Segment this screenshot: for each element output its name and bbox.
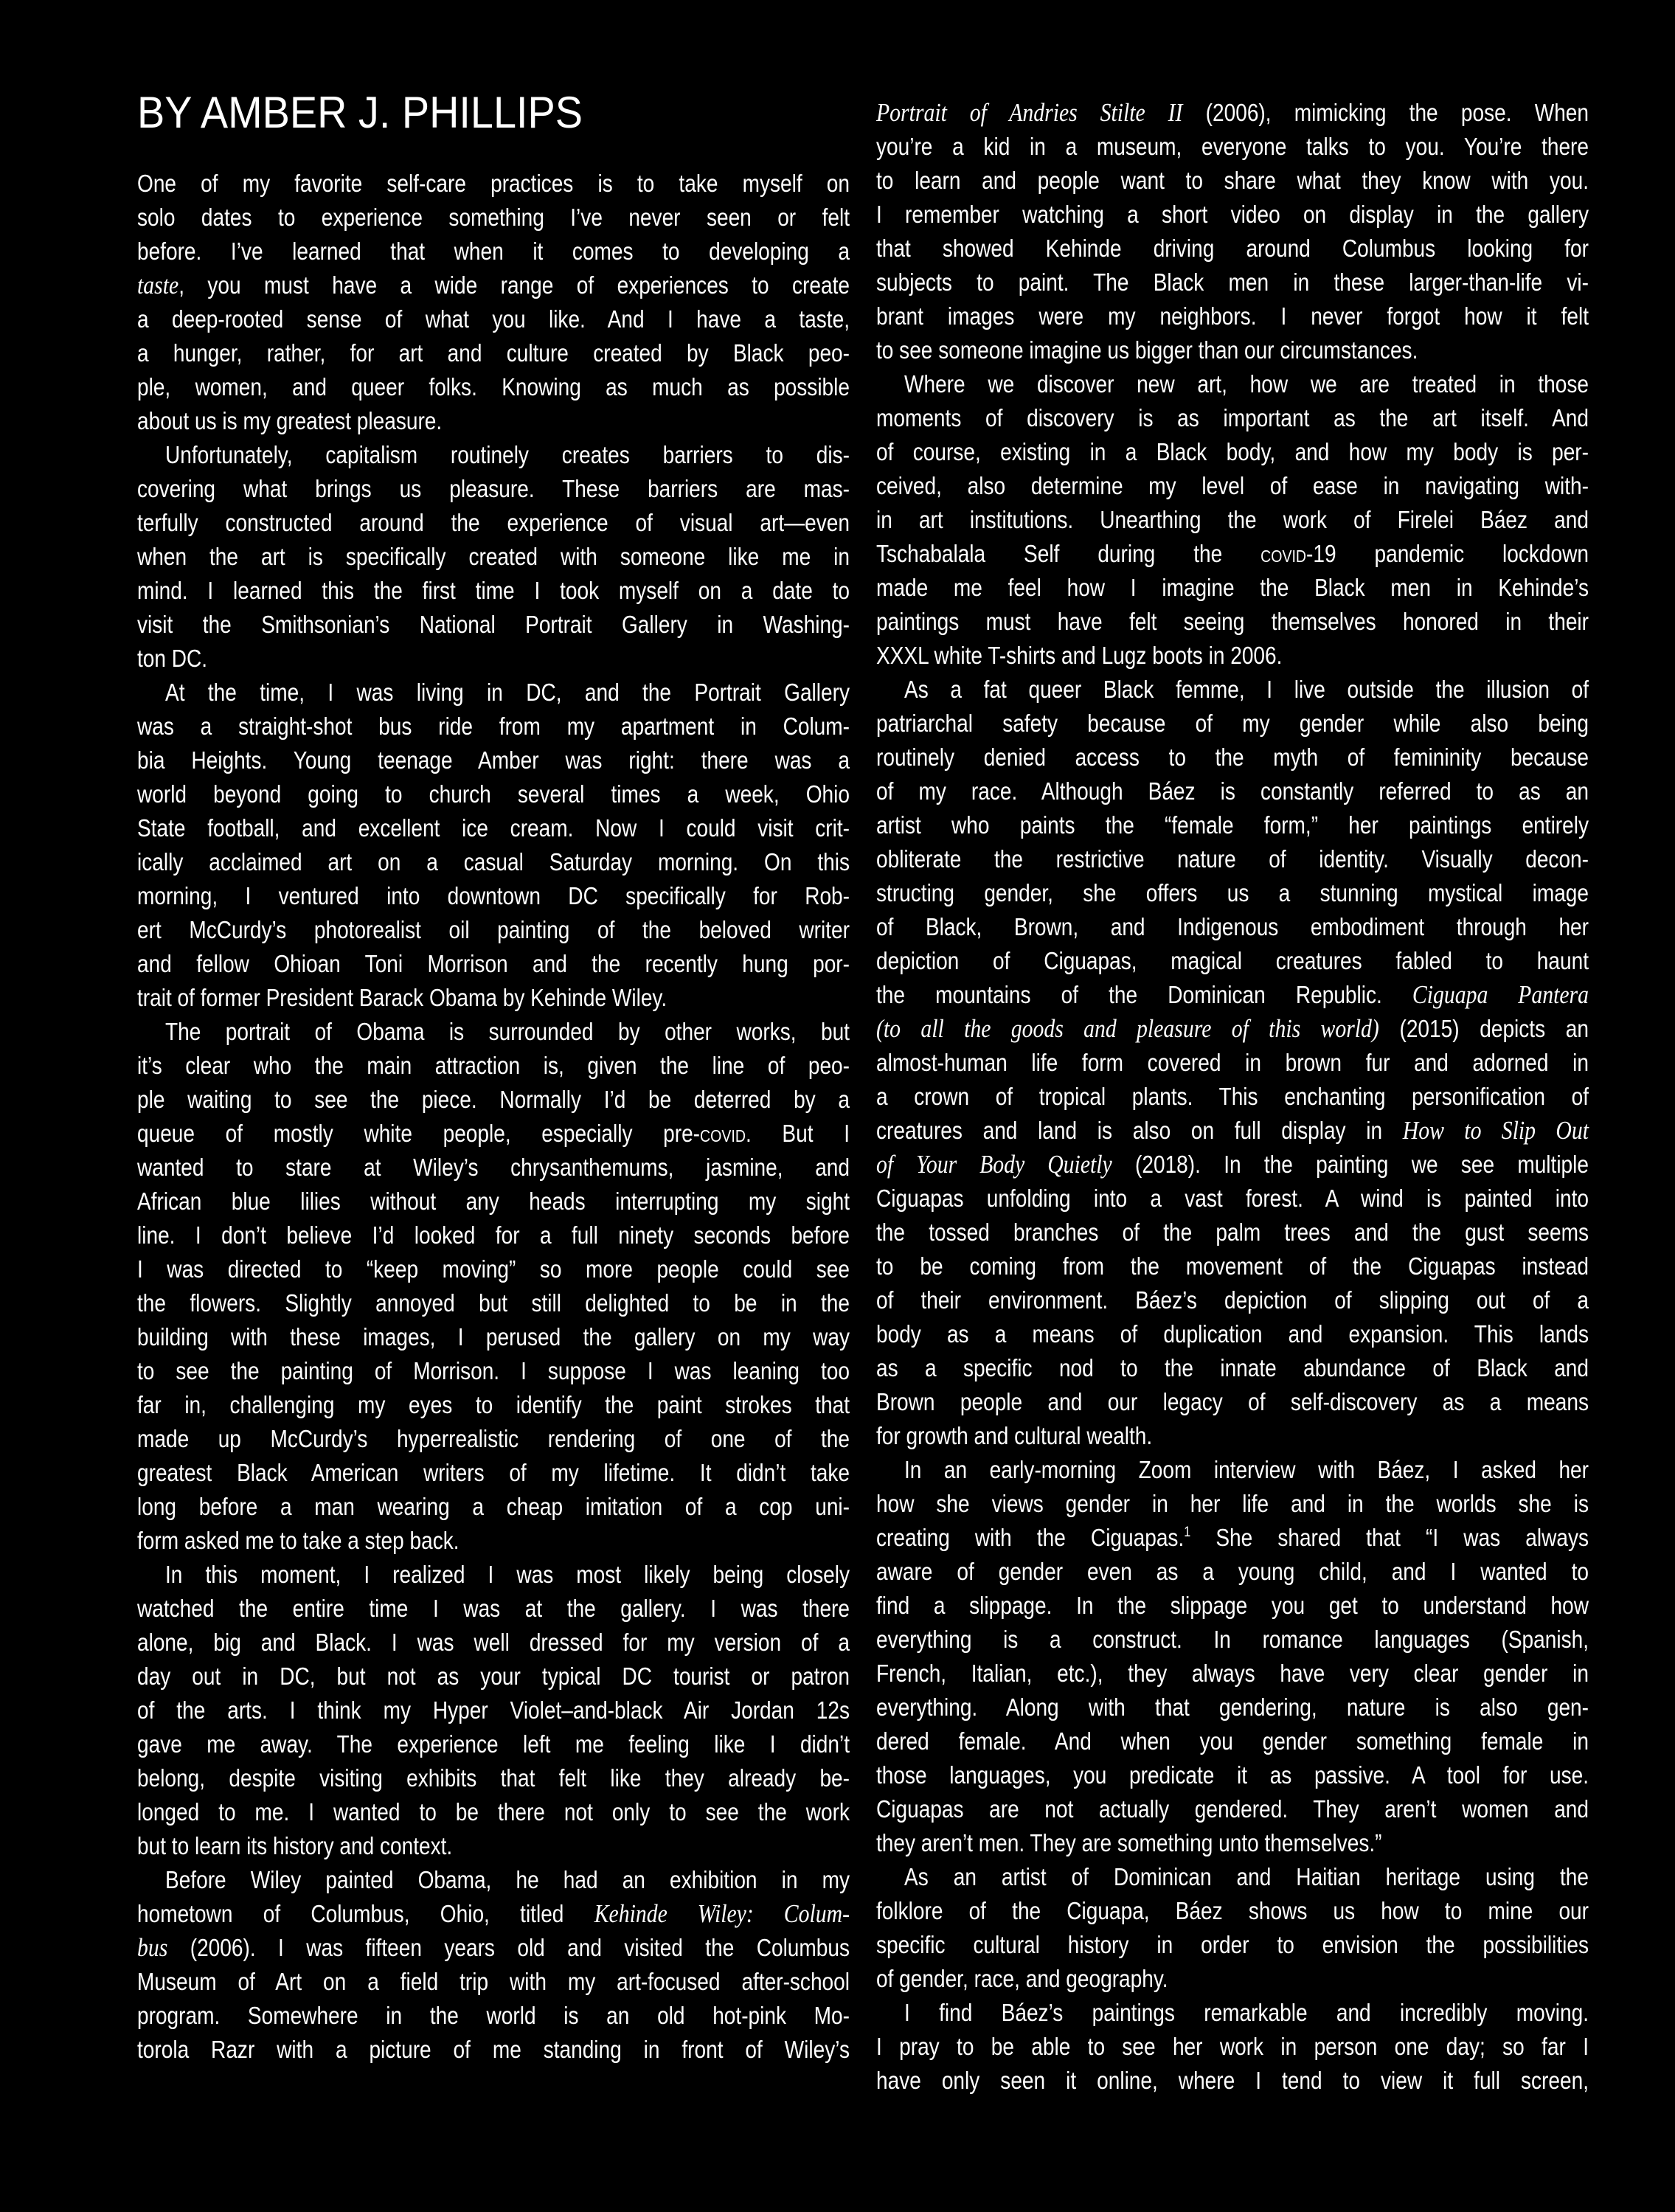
text-line <box>876 1419 1589 1453</box>
text-segment: the mountains of the Dominican Republic. <box>876 981 1412 1008</box>
line-content: aware of gender even as a young child, and I wanted to <box>876 1558 1589 1585</box>
paragraph <box>876 673 1589 1453</box>
line-content <box>876 978 1589 1012</box>
text-line <box>137 1185 850 1218</box>
text-segment: hometown of Columbus, Ohio, titled <box>137 1900 594 1927</box>
text-line <box>876 1589 1589 1623</box>
line-content: folklore of the Ciguapa, Báez shows us how to mine our <box>876 1897 1589 1924</box>
line-content: those languages, you predicate it as passive. A tool for use. <box>876 1761 1589 1789</box>
text-segment: (2018). In the painting we see multiple <box>1112 1151 1589 1178</box>
line-content: the tossed branches of the palm trees and the gust seems <box>876 1218 1589 1246</box>
paragraph <box>137 676 850 1015</box>
line-content: specific cultural history in order to envision the possibilities <box>876 1931 1589 1958</box>
text-line <box>876 503 1589 537</box>
line-content: moments of discovery is as important as the art itself. And <box>876 404 1589 431</box>
line-content: Unfortunately, capitalism routinely creates barriers to dis- <box>165 441 850 468</box>
line-content: ically acclaimed art on a casual Saturday morning. On this <box>137 848 850 876</box>
paragraph <box>876 1860 1589 1996</box>
line-content: of their environment. Báez’s depiction of slipping out of a <box>876 1286 1589 1314</box>
text-line <box>137 676 850 710</box>
text-line <box>876 1928 1589 1962</box>
text-line <box>137 845 850 879</box>
text-line <box>876 1691 1589 1724</box>
line-content: Ciguapas unfolding into a vast forest. A wind is painted into <box>876 1185 1589 1212</box>
line-content: for growth and cultural wealth. <box>876 1422 1153 1449</box>
text-line <box>876 96 1589 130</box>
text-line <box>137 438 850 472</box>
paragraph <box>137 1558 850 1863</box>
line-content: how she views gender in her life and in the worlds she is <box>876 1490 1589 1517</box>
line-content: day out in DC, but not as your typical DC tourist or patron <box>137 1663 850 1690</box>
text-line <box>876 639 1589 673</box>
line-content: State football, and excellent ice cream. Now I could visit crit- <box>137 814 850 842</box>
line-content: building with these images, I perused the gallery on my way <box>137 1323 850 1351</box>
text-line <box>137 981 850 1015</box>
text-line <box>137 1999 850 2033</box>
line-content: As a fat queer Black femme, I live outside the illusion of <box>904 676 1589 703</box>
text-line <box>137 1218 850 1252</box>
line-content: a hunger, rather, for art and culture created by Black peo- <box>137 339 850 367</box>
line-content: find a slippage. In the slippage you get to understand how <box>876 1592 1589 1619</box>
text-line <box>137 1592 850 1626</box>
text-line <box>876 571 1589 605</box>
text-line <box>876 978 1589 1012</box>
text-line <box>137 1795 850 1829</box>
text-line <box>137 506 850 540</box>
text-line <box>876 1385 1589 1419</box>
line-content: a crown of tropical plants. This enchanting personification of <box>876 1083 1589 1110</box>
text-line <box>137 913 850 947</box>
text-line <box>876 435 1589 469</box>
line-content: everything. Along with that gendering, nature is also gen- <box>876 1693 1589 1721</box>
text-line <box>876 842 1589 876</box>
text-line <box>876 808 1589 842</box>
paragraph <box>137 1015 850 1558</box>
text-line <box>137 879 850 913</box>
line-content: as a specific nod to the innate abundance of Black and <box>876 1354 1589 1381</box>
line-content <box>876 1114 1589 1148</box>
line-content: trait of former President Barack Obama by Kehinde Wiley. <box>137 984 667 1011</box>
line-content: subjects to paint. The Black men in these larger-than-life vi- <box>876 268 1589 296</box>
text-line <box>137 1049 850 1083</box>
line-content <box>137 1897 850 1931</box>
text-line <box>876 1826 1589 1860</box>
line-content: alone, big and Black. I was well dressed for my version of a <box>137 1629 850 1656</box>
text-line <box>876 1996 1589 2030</box>
line-content: in art institutions. Unearthing the work of Firelei Báez and <box>876 506 1589 533</box>
line-content <box>876 1521 1589 1555</box>
line-content: ceived, also determine my level of ease in navigating with- <box>876 472 1589 499</box>
line-content: African blue lilies without any heads interrupting my sight <box>137 1188 850 1215</box>
text-line <box>876 1860 1589 1894</box>
line-content: XXXL white T-shirts and Lugz boots in 2006. <box>876 642 1283 669</box>
text-line <box>137 947 850 981</box>
text-line <box>876 1216 1589 1249</box>
line-content: long before a man wearing a cheap imitation of a cop uni- <box>137 1493 850 1520</box>
line-content: As an artist of Dominican and Haitian heritage using the <box>904 1863 1589 1890</box>
text-line <box>137 235 850 268</box>
text-line <box>137 167 850 201</box>
line-content: watched the entire time I was at the gallery. I was there <box>137 1595 850 1622</box>
paragraph <box>137 1863 850 2067</box>
line-content: I find Báez’s paintings remarkable and incredibly moving. <box>904 1999 1589 2026</box>
line-content: made me feel how I imagine the Black men in Kehinde’s <box>876 574 1589 601</box>
italic-title: bus <box>137 1933 168 1962</box>
text-line <box>876 1182 1589 1216</box>
text-line <box>876 469 1589 503</box>
line-content: longed to me. I wanted to be there not only to see the work <box>137 1798 850 1826</box>
text-line <box>137 743 850 777</box>
text-line <box>876 367 1589 401</box>
text-line <box>876 1046 1589 1080</box>
text-line <box>137 574 850 608</box>
text-line <box>137 1761 850 1795</box>
line-content: everything is a construct. In romance languages (Spanish, <box>876 1626 1589 1653</box>
text-segment: (2006), mimicking the pose. When <box>1182 99 1589 126</box>
line-content: brant images were my neighbors. I never forgot how it felt <box>876 302 1589 330</box>
line-content: a deep-rooted sense of what you like. And I have a taste, <box>137 305 850 333</box>
text-line <box>876 741 1589 774</box>
line-content <box>137 268 850 302</box>
line-content: and fellow Ohioan Toni Morrison and the recently hung por- <box>137 950 850 977</box>
line-content: wanted to stare at Wiley’s chrysanthemums, jasmine, and <box>137 1154 850 1181</box>
line-content: ert McCurdy’s photorealist oil painting of the beloved writer <box>137 916 850 943</box>
line-content: it’s clear who the main attraction is, given the line of peo- <box>137 1052 850 1079</box>
line-content: world beyond going to church several times a week, Ohio <box>137 780 850 808</box>
line-content <box>876 537 1589 571</box>
text-segment: Tschabalala Self during the <box>876 540 1261 567</box>
line-content: patriarchal safety because of my gender while also being <box>876 710 1589 737</box>
text-segment: creating with the Ciguapas. <box>876 1524 1185 1551</box>
text-line <box>137 1151 850 1185</box>
line-content: In an early-morning Zoom interview with Báez, I asked her <box>904 1456 1589 1483</box>
small-caps-text: covid <box>1260 540 1307 567</box>
text-line <box>137 370 850 404</box>
text-line <box>876 707 1589 741</box>
text-line <box>137 608 850 642</box>
line-content: line. I don’t believe I’d looked for a full ninety seconds before <box>137 1221 850 1249</box>
italic-title: (to all the goods and pleasure of this world) <box>876 1014 1379 1043</box>
line-content: belong, despite visiting exhibits that felt like they already be- <box>137 1764 850 1792</box>
text-line <box>137 1558 850 1592</box>
paragraph <box>876 367 1589 673</box>
line-content: before. I’ve learned that when it comes to developing a <box>137 238 850 265</box>
line-content: that showed Kehinde driving around Columbus looking for <box>876 235 1589 262</box>
text-column-left <box>137 167 850 2067</box>
line-content: program. Somewhere in the world is an old hot-pink Mo- <box>137 2002 850 2029</box>
text-segment: . But I <box>745 1120 850 1147</box>
line-content: I was directed to “keep moving” so more people could see <box>137 1255 850 1283</box>
line-content: dered female. And when you gender something female in <box>876 1727 1589 1755</box>
paragraph <box>137 438 850 676</box>
text-line <box>876 1012 1589 1046</box>
author-byline: BY AMBER J. PHILLIPS <box>137 88 583 137</box>
line-content: depiction of Ciguapas, magical creatures fabled to haunt <box>876 947 1589 974</box>
footnote-marker: 1 <box>1184 1525 1191 1540</box>
text-line <box>876 232 1589 266</box>
text-line <box>876 164 1589 198</box>
text-line <box>137 1660 850 1693</box>
text-line <box>137 404 850 438</box>
text-line <box>876 673 1589 707</box>
text-line <box>876 1758 1589 1792</box>
italic-title: taste <box>137 271 179 299</box>
text-line <box>137 1354 850 1388</box>
line-content: the flowers. Slightly annoyed but still delighted to be in the <box>137 1289 850 1317</box>
text-line <box>876 1962 1589 1996</box>
line-content: obliterate the restrictive nature of identity. Visually decon- <box>876 845 1589 873</box>
text-line <box>876 1453 1589 1487</box>
line-content: have only seen it online, where I tend to view it full screen, <box>876 2067 1589 2094</box>
text-line <box>137 302 850 336</box>
text-line <box>137 1286 850 1320</box>
text-line <box>876 2064 1589 2098</box>
line-content: Where we discover new art, how we are treated in those <box>904 370 1589 398</box>
line-content: bia Heights. Young teenage Amber was right: there was a <box>137 746 850 774</box>
text-segment: -19 pandemic lockdown <box>1306 540 1589 567</box>
text-line <box>137 1727 850 1761</box>
text-line <box>876 1894 1589 1928</box>
paragraph <box>876 1996 1589 2098</box>
text-line <box>876 1724 1589 1758</box>
line-content: greatest Black American writers of my lifetime. It didn’t take <box>137 1459 850 1486</box>
text-line <box>137 268 850 302</box>
text-line <box>876 2030 1589 2064</box>
small-caps-text: covid <box>700 1120 746 1147</box>
line-content: structing gender, she offers us a stunning mystical image <box>876 879 1589 906</box>
paragraph <box>137 167 850 438</box>
text-line <box>876 1080 1589 1114</box>
text-line <box>137 1931 850 1965</box>
line-content: ton DC. <box>137 645 208 672</box>
line-content: far in, challenging my eyes to identify the paint strokes that <box>137 1391 850 1418</box>
text-segment: She shared that “I was always <box>1190 1524 1589 1551</box>
text-line <box>876 910 1589 944</box>
text-line <box>876 1487 1589 1521</box>
text-line <box>876 1351 1589 1385</box>
line-content: of Black, Brown, and Indigenous embodiment through her <box>876 913 1589 940</box>
text-line <box>876 299 1589 333</box>
line-content <box>876 96 1589 130</box>
text-line <box>876 333 1589 367</box>
text-line <box>876 774 1589 808</box>
line-content: Brown people and our legacy of self-discovery as a means <box>876 1388 1589 1415</box>
text-segment: creatures and land is also on full display in <box>876 1117 1403 1144</box>
line-content: form asked me to take a step back. <box>137 1527 460 1554</box>
text-line <box>876 198 1589 232</box>
text-segment: queue of mostly white people, especially pre- <box>137 1120 701 1147</box>
line-content <box>876 1148 1589 1182</box>
line-content: of my race. Although Báez is constantly referred to as an <box>876 777 1589 805</box>
text-line <box>137 201 850 235</box>
text-column-right <box>876 96 1589 2098</box>
text-line <box>137 472 850 506</box>
line-content: morning, I ventured into downtown DC specifically for Rob- <box>137 882 850 909</box>
line-content: terfully constructed around the experience of visual art—even <box>137 509 850 536</box>
line-content: gave me away. The experience left me feeling like I didn’t <box>137 1730 850 1758</box>
text-line <box>137 1524 850 1558</box>
text-line <box>876 401 1589 435</box>
line-content: they aren’t men. They are something unto themselves.” <box>876 1829 1382 1856</box>
paragraph <box>876 96 1589 367</box>
paragraph <box>876 1453 1589 1860</box>
line-content: almost-human life form covered in brown fur and adorned in <box>876 1049 1589 1076</box>
text-line <box>876 266 1589 299</box>
text-line <box>876 1623 1589 1657</box>
text-line <box>137 1015 850 1049</box>
line-content: torola Razr with a picture of me standing in front of Wiley’s <box>137 2036 850 2063</box>
text-line <box>137 1456 850 1490</box>
line-content: to be coming from the movement of the Ciguapas instead <box>876 1252 1589 1280</box>
line-content: body as a means of duplication and expansion. This lands <box>876 1320 1589 1348</box>
line-content: but to learn its history and context. <box>137 1832 453 1859</box>
italic-title: Portrait of Andries Stilte II <box>876 98 1183 127</box>
text-line <box>137 811 850 845</box>
text-line <box>137 2033 850 2067</box>
text-line <box>137 1693 850 1727</box>
line-content: I pray to be able to see her work in person one day; so far I <box>876 2033 1589 2060</box>
italic-title: of Your Body Quietly <box>876 1150 1112 1179</box>
text-line <box>137 1490 850 1524</box>
text-line <box>137 777 850 811</box>
line-content: you’re a kid in a museum, everyone talks to you. You’re there <box>876 133 1589 160</box>
line-content: of the arts. I think my Hyper Violet–and-black Air Jordan 12s <box>137 1696 850 1724</box>
text-line <box>137 336 850 370</box>
line-content: of course, existing in a Black body, and how my body is per- <box>876 438 1589 465</box>
text-line <box>876 1317 1589 1351</box>
text-line <box>876 876 1589 910</box>
line-content: visit the Smithsonian’s National Portrait Gallery in Washing- <box>137 611 850 638</box>
line-content: I remember watching a short video on display in the gallery <box>876 201 1589 228</box>
text-line <box>137 540 850 574</box>
text-line <box>137 1965 850 1999</box>
line-content: to see the painting of Morrison. I suppose I was leaning too <box>137 1357 850 1384</box>
line-content: ple waiting to see the piece. Normally I’d be deterred by a <box>137 1086 850 1113</box>
text-line <box>137 642 850 676</box>
text-line <box>137 1252 850 1286</box>
text-line <box>876 1148 1589 1182</box>
line-content: Museum of Art on a field trip with my art-focused after-school <box>137 1968 850 1995</box>
text-line <box>137 1083 850 1117</box>
text-line <box>137 1829 850 1863</box>
text-line <box>876 1249 1589 1283</box>
text-line <box>876 537 1589 571</box>
line-content: routinely denied access to the myth of femininity because <box>876 743 1589 771</box>
line-content: At the time, I was living in DC, and the Portrait Gallery <box>165 679 850 706</box>
text-line <box>137 1897 850 1931</box>
text-line <box>137 1117 850 1151</box>
line-content <box>137 1931 850 1965</box>
italic-title: Ciguapa Pantera <box>1412 980 1589 1009</box>
line-content: covering what brings us pleasure. These barriers are mas- <box>137 475 850 502</box>
text-line <box>876 1555 1589 1589</box>
line-content <box>137 1117 850 1151</box>
line-content: solo dates to experience something I’ve never seen or felt <box>137 204 850 231</box>
line-content: One of my favorite self-care practices is to take myself on <box>137 170 850 197</box>
text-line <box>137 1863 850 1897</box>
line-content: French, Italian, etc.), they always have very clear gender in <box>876 1660 1589 1687</box>
text-segment: , you must have a wide range of experiences to create <box>178 271 850 299</box>
text-line <box>876 1114 1589 1148</box>
line-content: ple, women, and queer folks. Knowing as much as possible <box>137 373 850 401</box>
line-content: to learn and people want to share what they know with you. <box>876 167 1589 194</box>
line-content: paintings must have felt seeing themselves honored in their <box>876 608 1589 635</box>
text-line <box>876 944 1589 978</box>
line-content: Ciguapas are not actually gendered. They aren’t women and <box>876 1795 1589 1823</box>
line-content: mind. I learned this the first time I took myself on a date to <box>137 577 850 604</box>
text-line <box>876 605 1589 639</box>
italic-title: How to Slip Out <box>1402 1116 1589 1145</box>
line-content: of gender, race, and geography. <box>876 1965 1168 1992</box>
line-content: when the art is specifically created with someone like me in <box>137 543 850 570</box>
line-content: made up McCurdy’s hyperrealistic rendering of one of the <box>137 1425 850 1452</box>
text-line <box>876 1657 1589 1691</box>
line-content: The portrait of Obama is surrounded by other works, but <box>165 1018 850 1045</box>
italic-title: Kehinde Wiley: Colum- <box>594 1899 850 1928</box>
text-segment: (2006). I was fifteen years old and visited the Columbus <box>167 1934 850 1961</box>
text-line <box>137 1320 850 1354</box>
line-content: to see someone imagine us bigger than our circumstances. <box>876 336 1418 364</box>
line-content: In this moment, I realized I was most likely being closely <box>165 1561 850 1588</box>
line-content: artist who paints the “female form,” her paintings entirely <box>876 811 1589 839</box>
line-content <box>876 1012 1589 1046</box>
text-line <box>137 1388 850 1422</box>
text-line <box>876 1792 1589 1826</box>
line-content: Before Wiley painted Obama, he had an exhibition in my <box>165 1866 850 1893</box>
text-line <box>876 1521 1589 1555</box>
text-segment: (2015) depicts an <box>1379 1015 1589 1042</box>
text-line <box>137 710 850 743</box>
line-content: about us is my greatest pleasure. <box>137 407 443 434</box>
text-line <box>137 1422 850 1456</box>
text-line <box>876 1283 1589 1317</box>
text-line <box>876 130 1589 164</box>
line-content: was a straight-shot bus ride from my apartment in Colum- <box>137 713 850 740</box>
text-line <box>137 1626 850 1660</box>
